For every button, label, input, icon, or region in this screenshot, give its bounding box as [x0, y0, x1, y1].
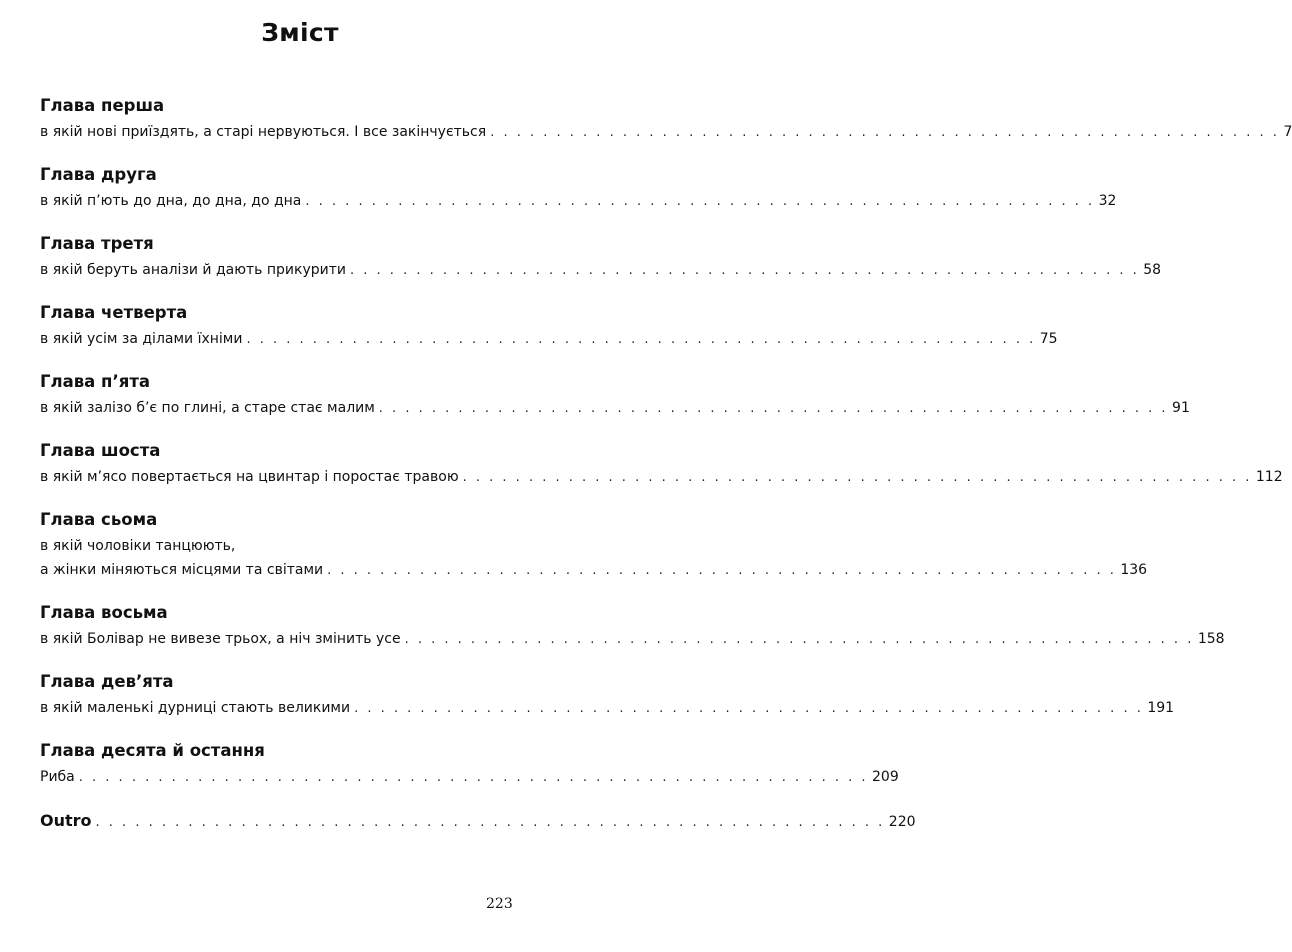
dot-leader: . . . . . . . . . . . . . . . . . . . . . . . . . . . . . . . . . . . . . . . . . . . . . . . . . . . . . . . . . . . .: [246, 332, 1036, 347]
toc-chapter: [40, 371, 1190, 421]
chapter-title: Глава п’ята: [40, 372, 151, 391]
chapter-title: Глава друга: [40, 165, 157, 184]
page-ref: 220: [888, 814, 916, 830]
toc-chapter: [40, 602, 1225, 652]
toc-entry-line: [40, 327, 1058, 352]
chapter-title: Глава десята й остання: [40, 741, 265, 760]
entry-text: в якій залізо б’є по глині, а старе стає малим: [40, 400, 375, 416]
toc-chapter: [40, 164, 1117, 214]
dot-leader: . . . . . . . . . . . . . . . . . . . . . . . . . . . . . . . . . . . . . . . . . . . . . . . . . . . . . . . . . . . .: [404, 632, 1194, 647]
toc-chapter: [40, 509, 1148, 583]
toc-outro: [40, 809, 916, 835]
chapter-title: Глава третя: [40, 234, 154, 253]
dot-leader: . . . . . . . . . . . . . . . . . . . . . . . . . . . . . . . . . . . . . . . . . . . . . . . . . . . . . . . . . . . .: [305, 194, 1095, 209]
toc-entry-line: [40, 120, 1292, 145]
entry-text: в якій чоловіки танцюють,: [40, 538, 236, 554]
toc-chapter: [40, 740, 899, 790]
entry-text: в якій п’ють до дна, до дна, до дна: [40, 193, 302, 209]
page-ref: 58: [1143, 262, 1162, 278]
dot-leader: . . . . . . . . . . . . . . . . . . . . . . . . . . . . . . . . . . . . . . . . . . . . . . . . . . . . . . . . . . . .: [462, 470, 1252, 485]
chapter-title: Глава дев’ята: [40, 672, 174, 691]
entry-text: Outro: [40, 811, 92, 830]
dot-leader: . . . . . . . . . . . . . . . . . . . . . . . . . . . . . . . . . . . . . . . . . . . . . . . . . . . . . . . . . . . .: [327, 563, 1117, 578]
toc-chapter: [40, 302, 1058, 352]
entry-text: в якій м’ясо повертається на цвинтар і поростає травою: [40, 469, 459, 485]
dot-leader: . . . . . . . . . . . . . . . . . . . . . . . . . . . . . . . . . . . . . . . . . . . . . . . . . . . . . . . . . . . .: [378, 401, 1169, 416]
entry-text: Риба: [40, 769, 75, 785]
page-title: Зміст: [261, 18, 339, 47]
chapter-title: Глава сьома: [40, 510, 158, 529]
chapter-title: Глава четверта: [40, 303, 188, 322]
chapter-title: Глава перша: [40, 96, 165, 115]
toc-chapter: [40, 233, 1162, 283]
page-ref: 7: [1283, 124, 1292, 140]
dot-leader: . . . . . . . . . . . . . . . . . . . . . . . . . . . . . . . . . . . . . . . . . . . . . . . . . . . . . . . . . . . .: [78, 770, 869, 785]
toc-entry-line: [40, 189, 1117, 214]
toc-chapter: [40, 440, 1283, 490]
page-ref: 91: [1172, 400, 1190, 416]
entry-text: в якій маленькі дурниці стають великими: [40, 700, 351, 716]
page-ref: 75: [1039, 331, 1058, 347]
entry-text: в якій Болівар не вивезе трьох, а ніч змінить усе: [40, 631, 401, 647]
dot-leader: . . . . . . . . . . . . . . . . . . . . . . . . . . . . . . . . . . . . . . . . . . . . . . . . . . . . . . . . . . . .: [350, 263, 1140, 278]
page-ref: 32: [1098, 193, 1117, 209]
entry-text: в якій нові приїздять, а старі нервуються. І все закінчується: [40, 124, 487, 140]
dot-leader: . . . . . . . . . . . . . . . . . . . . . . . . . . . . . . . . . . . . . . . . . . . . . . . . . . . . . . . . . . . .: [95, 815, 885, 830]
entry-text: в якій беруть аналізи й дають прикурити: [40, 262, 347, 278]
page-number: 223: [486, 896, 513, 912]
toc-entry-line: [40, 396, 1190, 421]
page-ref: 209: [872, 769, 899, 785]
toc-entry-line: [40, 627, 1225, 652]
chapter-title: Глава восьма: [40, 603, 168, 622]
dot-leader: . . . . . . . . . . . . . . . . . . . . . . . . . . . . . . . . . . . . . . . . . . . . . . . . . . . . . . . . . . . .: [490, 125, 1280, 140]
toc-entry-line: [40, 465, 1283, 490]
toc-entry-line: [40, 765, 899, 790]
page-ref: 191: [1147, 700, 1175, 716]
toc-entry-line: [40, 558, 1148, 583]
toc-entry-line: [40, 696, 1175, 721]
entry-text: в якій усім за ділами їхніми: [40, 331, 243, 347]
page-ref: 136: [1120, 562, 1148, 578]
page-ref: 112: [1255, 469, 1283, 485]
page-ref: 158: [1197, 631, 1225, 647]
chapter-title: Глава шоста: [40, 441, 161, 460]
dot-leader: . . . . . . . . . . . . . . . . . . . . . . . . . . . . . . . . . . . . . . . . . . . . . . . . . . . . . . . . . . . .: [354, 701, 1144, 716]
toc-entry-line: [40, 258, 1162, 283]
toc-chapter: [40, 95, 1292, 145]
toc-chapter: [40, 671, 1175, 721]
table-of-contents: [40, 95, 1292, 835]
entry-text: а жінки міняються місцями та світами: [40, 562, 324, 578]
